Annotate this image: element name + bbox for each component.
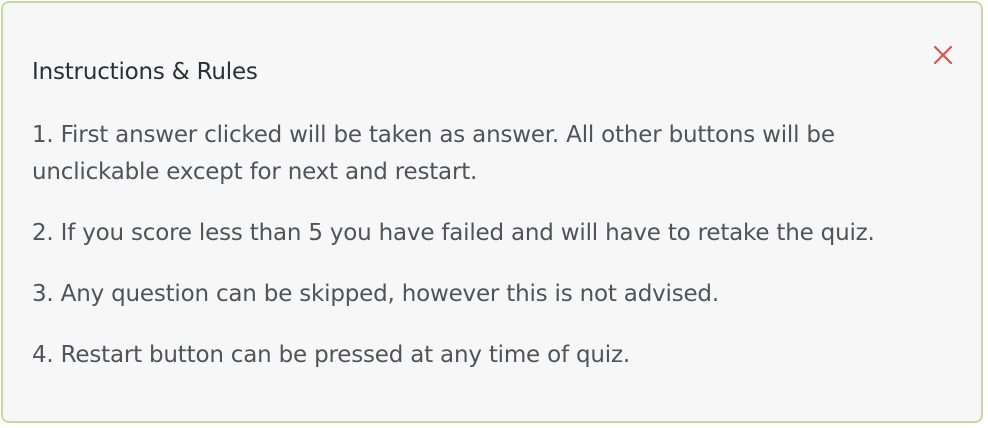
instructions-modal bbox=[1, 1, 983, 423]
close-button[interactable] bbox=[931, 43, 955, 67]
rules-list bbox=[32, 117, 912, 398]
close-x-icon bbox=[931, 43, 955, 67]
rule-item: 1. First answer clicked will be taken as answer. All other buttons will be unclickable except for next and restart. bbox=[32, 122, 835, 185]
rule-item: 4. Restart button can be pressed at any time of quiz. bbox=[32, 342, 630, 368]
modal-title: Instructions & Rules bbox=[32, 59, 258, 85]
rule-item: 2. If you score less than 5 you have failed and will have to retake the quiz. bbox=[32, 220, 875, 246]
rule-item: 3. Any question can be skipped, however this is not advised. bbox=[32, 281, 719, 307]
